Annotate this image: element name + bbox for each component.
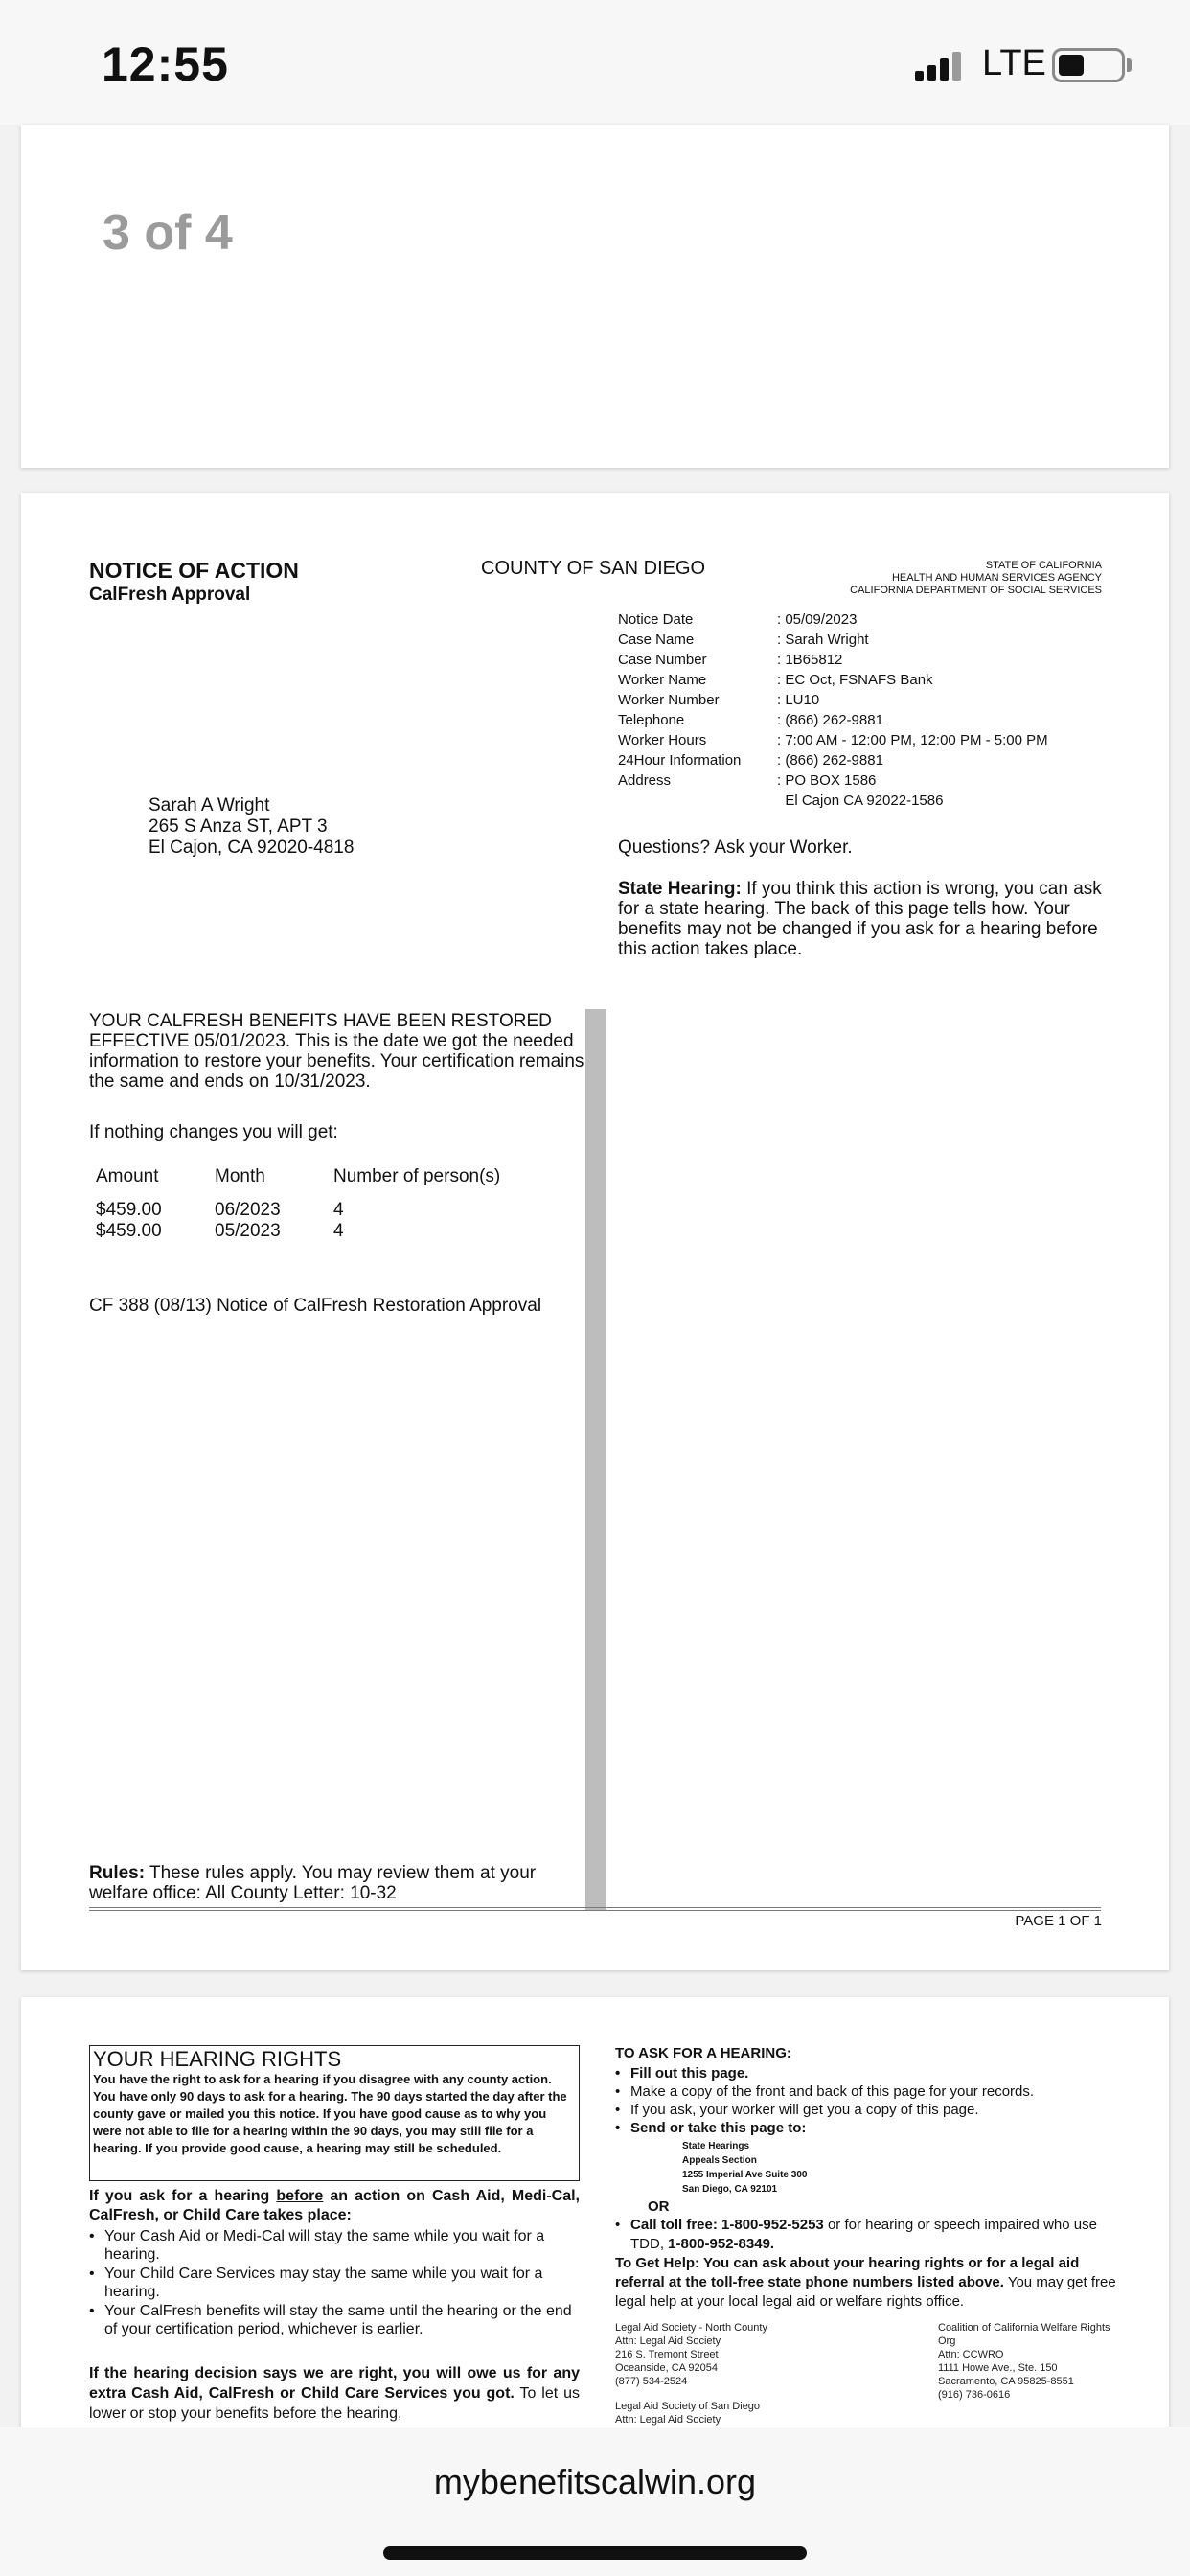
status-bar [0,0,1190,125]
legal-line: 1111 Howe Ave., Ste. 150 [938,2362,1058,2374]
call-mid: or for hearing or speech impaired who use TDD, [630,2217,1097,2252]
list-item: • Send or take this page to: [615,2119,1113,2137]
info-value: : LU10 [777,692,820,708]
legal-line: Attn: Legal Aid Society [615,2335,721,2347]
persons-cell: 4 [333,1200,344,1220]
decision-rest: To let us lower or stop your benefits before the hearing, [89,2385,580,2422]
before-pre: If you ask for a hearing [89,2188,277,2204]
legal-line: 216 S. Tremont Street [615,2349,719,2360]
list-item: • Make a copy of the front and back of this page for your records. [615,2082,1113,2101]
form-code: CF 388 (08/13) Notice of CalFresh Restoration Approval [89,1296,542,1316]
benefit-amount-table [96,1166,500,1242]
legal-line: (916) 736-0616 [938,2389,1011,2401]
persons-cell: 4 [333,1221,344,1241]
table-header-row [96,1166,500,1200]
county-name: COUNTY OF SAN DIEGO [481,558,706,579]
info-label: Worker Number [618,692,720,708]
recipient-line: Sarah A Wright [149,795,270,816]
page-counter: 3 of 4 [103,205,233,261]
notice-subtitle: CalFresh Approval [89,585,251,605]
restored-benefits-text: YOUR CALFRESH BENEFITS HAVE BEEN RESTORED EFFECTIVE 05/01/2023. This is the date we got the needed information to restore your benefits. Your certification remains the same and ends on 10/31/2023. [89,1011,584,1092]
home-indicator[interactable] [383,2546,807,2560]
decision-text [89,2363,580,2424]
list-item: • Your CalFresh benefits will stay the same until the hearing or the end of your certification period, whichever is earlier. [89,2302,580,2338]
state-line: CALIFORNIA DEPARTMENT OF SOCIAL SERVICES [850,585,1102,596]
amount-cell: $459.00 [96,1221,162,1241]
case-info-row [618,650,1048,670]
legal-line: Legal Aid Society of San Diego [615,2401,761,2412]
recipient-address [149,795,354,859]
info-label: Address [618,772,672,789]
case-info-row [618,690,1048,710]
document-page-previous [21,125,1169,468]
status-time: 12:55 [102,37,229,91]
state-hearing-text: If you think this action is wrong, you can ask for a state hearing. The back of this page tells how. Your benefits may not be changed if you ask for a hearing before this action takes place. [618,879,1102,959]
document-page-hearing-rights [21,1997,1169,2438]
or-label: OR [648,2198,670,2215]
case-info-row [618,610,1048,630]
page-of-label: PAGE 1 OF 1 [1015,1913,1102,1929]
document-page-notice [21,493,1169,1970]
case-info-row [618,670,1048,690]
info-value: : 7:00 AM - 12:00 PM, 12:00 PM - 5:00 PM [777,732,1048,748]
call-list [615,2216,1123,2254]
info-value: : EC Oct, FSNAFS Bank [777,672,933,688]
before-action-bullets [89,2227,580,2339]
info-value: : (866) 262-9881 [777,752,883,769]
before-word: before [276,2188,324,2204]
hearing-rights-body: You have the right to ask for a hearing if you disagree with any county action. You have only 90 days to ask for a hearing. The 90 days started the day after the county gave or mailed you this notice. If you have good cause as to why you were not able to file for a hearing within the 90 days, you may still file for a hearing. If you provide good cause, a hearing may still be scheduled. [93,2072,567,2155]
case-info-row [618,791,1048,811]
help-bold: To Get Help: You can ask about your hearing rights or for a legal aid referral at the toll-free state phone numbers listed above. [615,2255,1080,2290]
column-header: Number of person(s) [333,1166,501,1186]
help-rest: You may get free legal help at your local legal aid or welfare rights office. [615,2274,1116,2310]
info-label: Worker Name [618,672,707,688]
browser-address-bar [0,2426,1190,2576]
appeals-line: Appeals Section [682,2155,757,2166]
amount-cell: $459.00 [96,1200,162,1220]
info-label: Case Number [618,652,707,668]
network-type: LTE [982,43,1046,83]
state-line: HEALTH AND HUMAN SERVICES AGENCY [891,572,1102,584]
recipient-line: El Cajon, CA 92020-4818 [149,838,355,858]
list-item: • Your Cash Aid or Medi-Cal will stay the same while you wait for a hearing. [89,2227,580,2264]
column-header: Amount [96,1166,159,1186]
info-label: Telephone [618,712,685,728]
appeals-address [682,2139,807,2196]
info-value: El Cajon CA 92022-1586 [777,793,944,809]
state-line: STATE OF CALIFORNIA [985,560,1102,571]
before-post: an action on Cash Aid, Medi-Cal, CalFresh, or Child Care takes place: [89,2188,580,2223]
list-item: • If you ask, your worker will get you a copy of this page. [615,2101,1113,2119]
appeals-line: State Hearings [682,2141,750,2151]
nothing-changes-text: If nothing changes you will get: [89,1122,338,1142]
get-help-text [615,2254,1125,2312]
battery-icon [1052,48,1125,82]
legal-aid-ccwro [938,2321,1130,2402]
info-label: Worker Hours [618,732,707,748]
hearing-rights-title: YOUR HEARING RIGHTS [93,2047,342,2071]
legal-aid-san-diego [615,2400,903,2426]
appeals-line: 1255 Imperial Ave Suite 300 [682,2170,808,2180]
table-row [96,1200,500,1221]
case-info-table [618,610,1048,811]
info-label: Case Name [618,632,695,648]
legal-line: Sacramento, CA 95825-8551 [938,2376,1074,2387]
before-action-text [89,2187,580,2225]
column-header: Month [215,1166,265,1186]
call-toll-free: Call toll free: 1-800-952-5253 [630,2217,824,2233]
list-item: • Your Child Care Services may stay the same while you wait for a hearing. [89,2265,580,2301]
info-label: Notice Date [618,611,694,628]
rules-label: Rules: [89,1863,146,1883]
double-rule-divider [89,1907,1101,1911]
info-label [618,791,777,811]
info-label: 24Hour Information [618,752,742,769]
gray-divider-bar [585,1009,606,1910]
case-info-row [618,770,1048,791]
to-ask-heading: TO ASK FOR A HEARING: [615,2045,791,2061]
state-agency-header [850,560,1102,597]
call-tdd: 1-800-952-8349. [668,2236,775,2252]
legal-line: Attn: CCWRO [938,2349,1004,2360]
month-cell: 05/2023 [215,1221,281,1241]
state-hearing-note [618,879,1116,959]
info-value: : 05/09/2023 [777,611,858,628]
rules-body: These rules apply. You may review them at your welfare office: All County Letter: 10-32 [89,1863,537,1903]
list-item: • Fill out this page. [615,2064,1113,2082]
recipient-line: 265 S Anza ST, APT 3 [149,816,328,837]
rules-text [89,1863,587,1903]
cellular-signal-icon [915,50,965,80]
state-hearing-label: State Hearing: [618,879,742,899]
legal-line: Oceanside, CA 92054 [615,2362,719,2374]
month-cell: 06/2023 [215,1200,281,1220]
battery-tip [1127,58,1132,72]
case-info-row [618,630,1048,650]
legal-aid-north-county [615,2321,903,2388]
decision-bold: If the hearing decision says we are right, you will owe us for any extra Cash Aid, CalFresh or Child Care Services you got. [89,2365,580,2402]
legal-line: Legal Aid Society - North County [615,2322,767,2334]
legal-line: Attn: Legal Aid Society [615,2414,721,2426]
case-info-row [618,730,1048,750]
appeals-line: San Diego, CA 92101 [682,2184,778,2195]
info-value: : Sarah Wright [777,632,869,648]
table-row [96,1221,500,1242]
notice-title: NOTICE OF ACTION [89,558,299,583]
case-info-row [618,750,1048,770]
url-display[interactable]: mybenefitscalwin.org [433,2462,757,2501]
info-value: : PO BOX 1586 [777,772,877,789]
case-info-row [618,710,1048,730]
info-value: : (866) 262-9881 [777,712,883,728]
info-value: : 1B65812 [777,652,843,668]
hearing-rights-box [89,2045,580,2181]
list-item [615,2216,1123,2254]
ask-steps-list [615,2064,1113,2137]
legal-line: (877) 534-2524 [615,2376,688,2387]
questions-text: Questions? Ask your Worker. [618,838,853,858]
legal-line: Coalition of California Welfare Rights Org [938,2322,1110,2347]
